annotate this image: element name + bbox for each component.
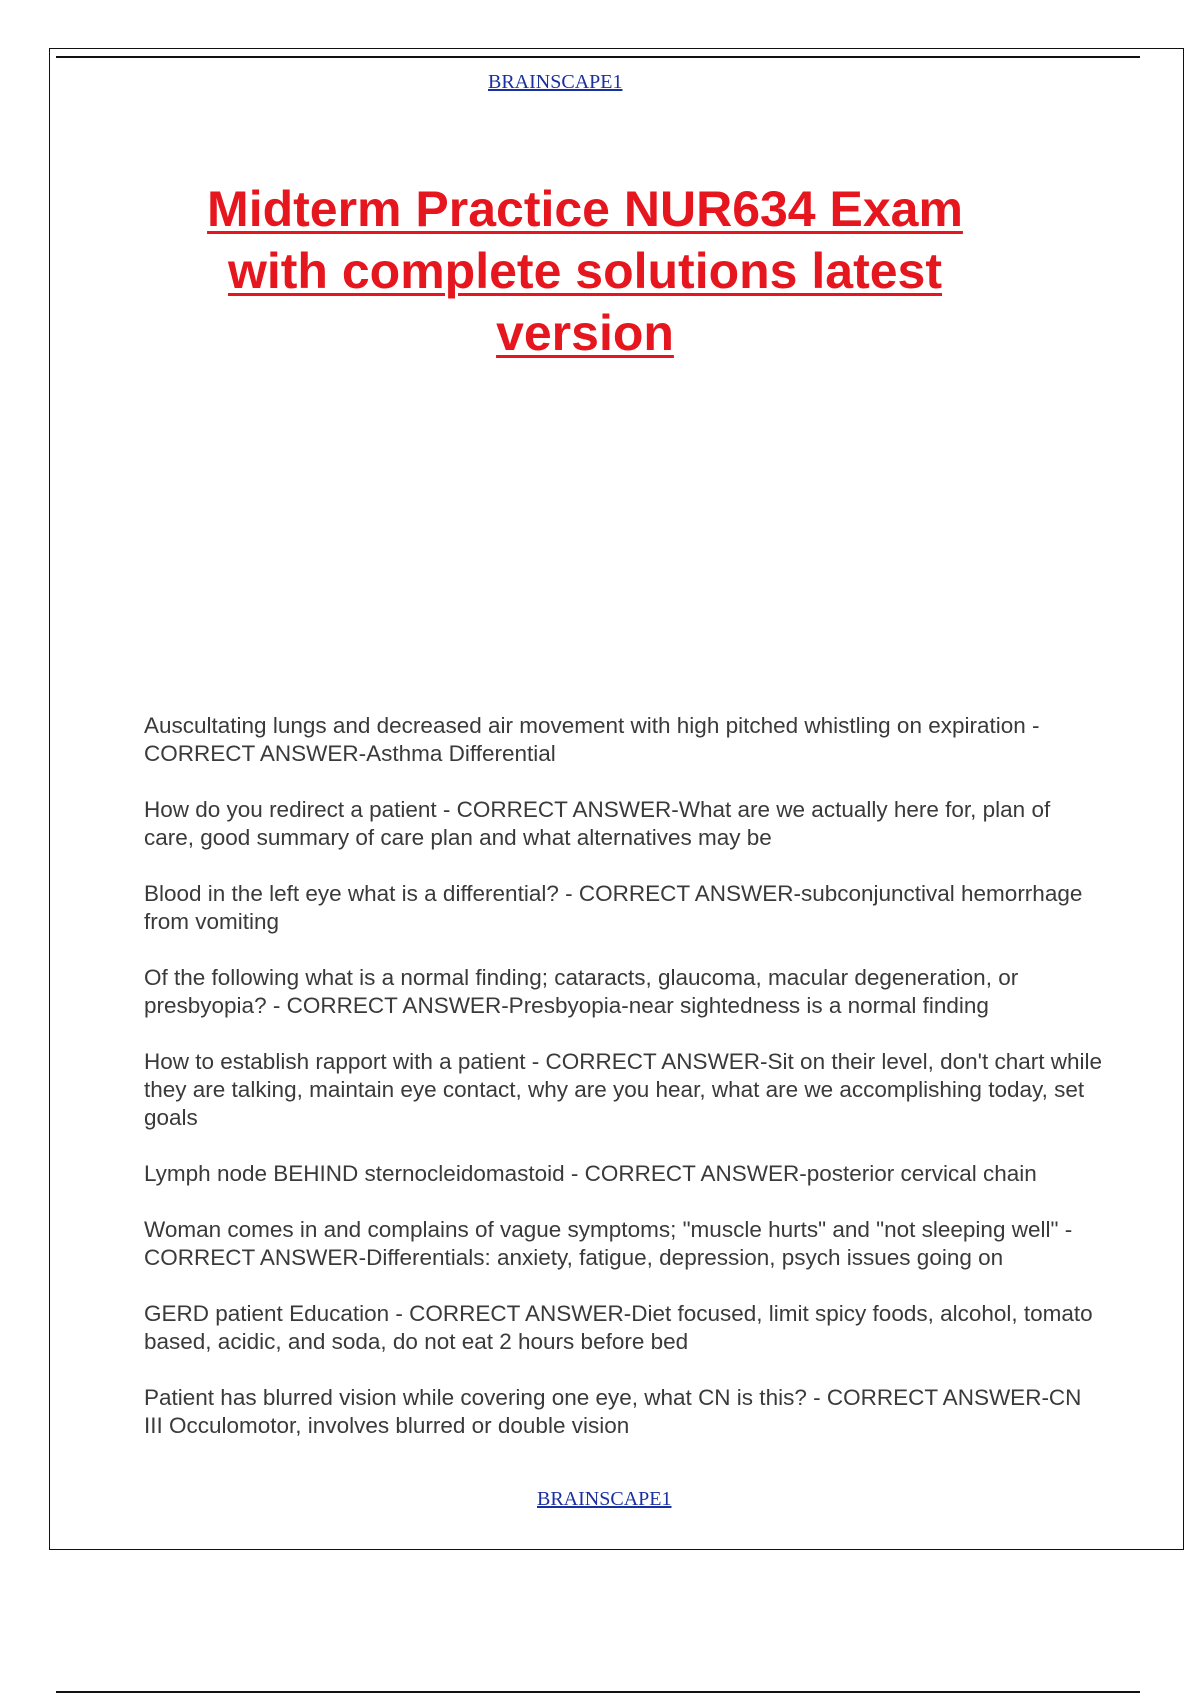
document-title: Midterm Practice NUR634 Exam with complete solutions latest version xyxy=(207,181,963,361)
qa-item: How do you redirect a patient - CORRECT ANSWER-What are we actually here for, plan of care, good summary of care plan and what alternatives may be xyxy=(144,797,1051,850)
bottom-rule xyxy=(56,1691,1140,1693)
qa-item: Blood in the left eye what is a differential? - CORRECT ANSWER-subconjunctival hemorrhage from vomiting xyxy=(144,881,1083,934)
qa-item: Patient has blurred vision while covering one eye, what CN is this? - CORRECT ANSWER-CN III Occulomotor, involves blurred or double vision xyxy=(144,1385,1082,1438)
qa-item: Of the following what is a normal finding; cataracts, glaucoma, macular degeneration, or presbyopia? - CORRECT ANSWER-Presbyopia-near sightedness is a normal finding xyxy=(144,965,1019,1018)
qa-item: Auscultating lungs and decreased air movement with high pitched whistling on expiration - CORRECT ANSWER-Asthma Differential xyxy=(144,713,1040,766)
qa-item: Woman comes in and complains of vague symptoms; "muscle hurts" and "not sleeping well" - CORRECT ANSWER-Differentials: anxiety, fatigue, depression, psych issues going on xyxy=(144,1217,1073,1270)
watermark-link-top[interactable]: BRAINSCAPE1 xyxy=(488,71,623,93)
qa-item: GERD patient Education - CORRECT ANSWER-Diet focused, limit spicy foods, alcohol, tomato based, acidic, and soda, do not eat 2 hours before bed xyxy=(144,1301,1093,1354)
qa-list xyxy=(144,712,1104,1468)
watermark-link-bottom[interactable]: BRAINSCAPE1 xyxy=(537,1488,672,1510)
qa-item: How to establish rapport with a patient - CORRECT ANSWER-Sit on their level, don't chart while they are talking, maintain eye contact, why are you hear, what are we accomplishing today, set goals xyxy=(144,1049,1103,1130)
top-rule xyxy=(56,56,1140,58)
qa-item: Lymph node BEHIND sternocleidomastoid - CORRECT ANSWER-posterior cervical chain xyxy=(144,1161,1037,1186)
